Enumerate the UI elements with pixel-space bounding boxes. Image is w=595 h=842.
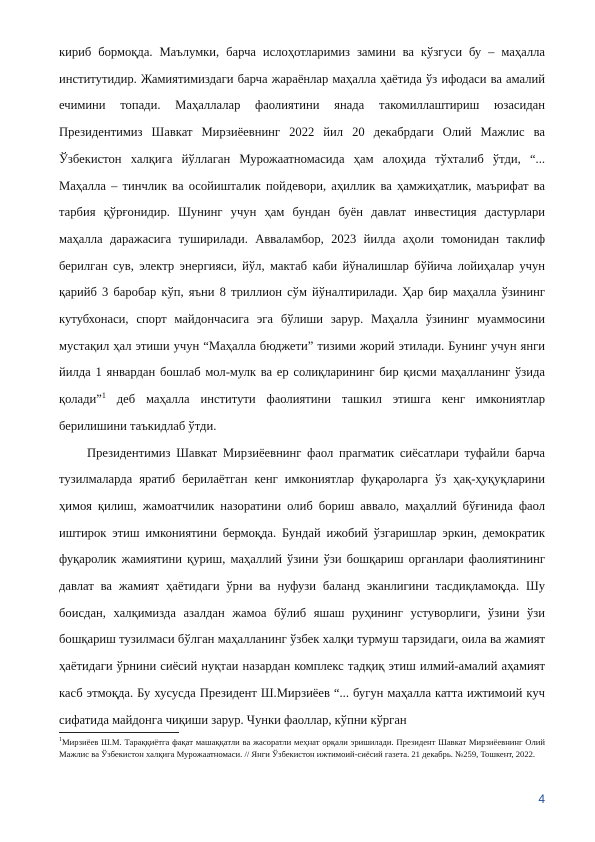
footnote-separator — [59, 732, 179, 733]
paragraph-text: Президентимиз Шавкат Мирзиёевнинг фаол прагматик сиёсатлари туфайли барча тузилмаларда яратиб берилаётган кенг имкониятлар фуқароларга ўз ҳақ-ҳуқуқларини ҳимоя қилиш, жамоатчилик назоратини олиб бориш аввало, маҳаллий бўғинида фаол иштирок этиш имкониятини бермоқда. Бундай ижобий ўзгаришлар эркин, демократик фуқаролик жамиятини қуриш, маҳаллий ўзини ўзи бошқариш органлари фаолиятининг давлат ва жамият ҳаётидаги ўрни ва нуфузи баланд эканлигини тасдиқламоқда. Шу боисдан, халқимизда азалдан жамоа бўлиб яшаш руҳининг устуворлиги, ўзини ўзи бошқариш тузилмаси бўлган маҳалланинг ўзбек халқи турмуш тарзидаги, оила ва жамият ҳаётидаги ўрнини сиёсий нуқтаи назардан комплекс тадқиқ этиш илмий-амалий аҳамият касб этмоқда. Бу хусусда Президент Ш.Мирзиёев “... бугун маҳалла катта ижтимоий куч сифатида майдонга чиқиши зарур. Чунки фаоллар, кўпни кўрган — [59, 445, 545, 727]
footnote-marker: 1 — [59, 737, 62, 744]
paragraph-text-continued: деб маҳалла институти фаолиятини ташкил этишга кенг имкониятлар берилишини таъкидлаб ўтди. — [59, 392, 545, 433]
paragraph — [59, 440, 545, 734]
footnote — [59, 737, 545, 760]
page-number: 4 — [538, 792, 545, 806]
paragraph — [59, 39, 545, 440]
body-text — [59, 39, 545, 733]
footnote-text: Мирзиёев Ш.М. Тараққиётга фақат машаққатли ва жасоратли меҳнат орқали эришилади. Президент Шавкат Мирзиёевнинг Олий Мажлис ва Ўзбекистон халқига Мурожаатномаси. // Янги Ўзбекистон ижтимоий-сиёсий газета. 21 декабрь. №259, Тошкент, 2022. — [59, 737, 545, 759]
footnote-reference[interactable]: 1 — [101, 390, 106, 400]
paragraph-text: кириб бормоқда. Маълумки, барча ислоҳотларимиз замини ва кўзгуси бу – маҳалла институтидир. Жамиятимиздаги барча жараёнлар маҳалла ҳаётида ўз ифодаси ва амалий ечимини топади. Маҳаллалар фаолиятини янада такомиллаштириш юзасидан Президентимиз Шавкат Мирзиёевнинг 2022 йил 20 декабрдаги Олий Мажлис ва Ўзбекистон халқига йўллаган Мурожаатномасида ҳам алоҳида тўхталиб ўтди, “... Маҳалла – тинчлик ва осойишталик пойдевори, аҳиллик ва ҳамжиҳатлик, маърифат ва тарбия қўрғонидир. Шунинг учун ҳам бундан буён давлат инвестиция дастурлари маҳалла даражасига туширилади. Авваламбор, 2023 йилда аҳоли томонидан таклиф берилган сув, электр энергияси, йўл, мактаб каби йўналишлар бўйича лойиҳалар учун қарийб 3 баробар кўп, яъни 8 триллион сўм йўналтирилади. Ҳар бир маҳалла ўзининг кутубхонаси, спорт майдончасига эга бўлиши зарур. Маҳалла ўзининг муаммосини мустақил ҳал этиши учун “Маҳалла бюджети” тизими жорий этилади. Бунинг учун янги йилда 1 январдан бошлаб мол-мулк ва ер солиқларининг бир қисми маҳалланинг ўзида қолади” — [59, 45, 545, 407]
